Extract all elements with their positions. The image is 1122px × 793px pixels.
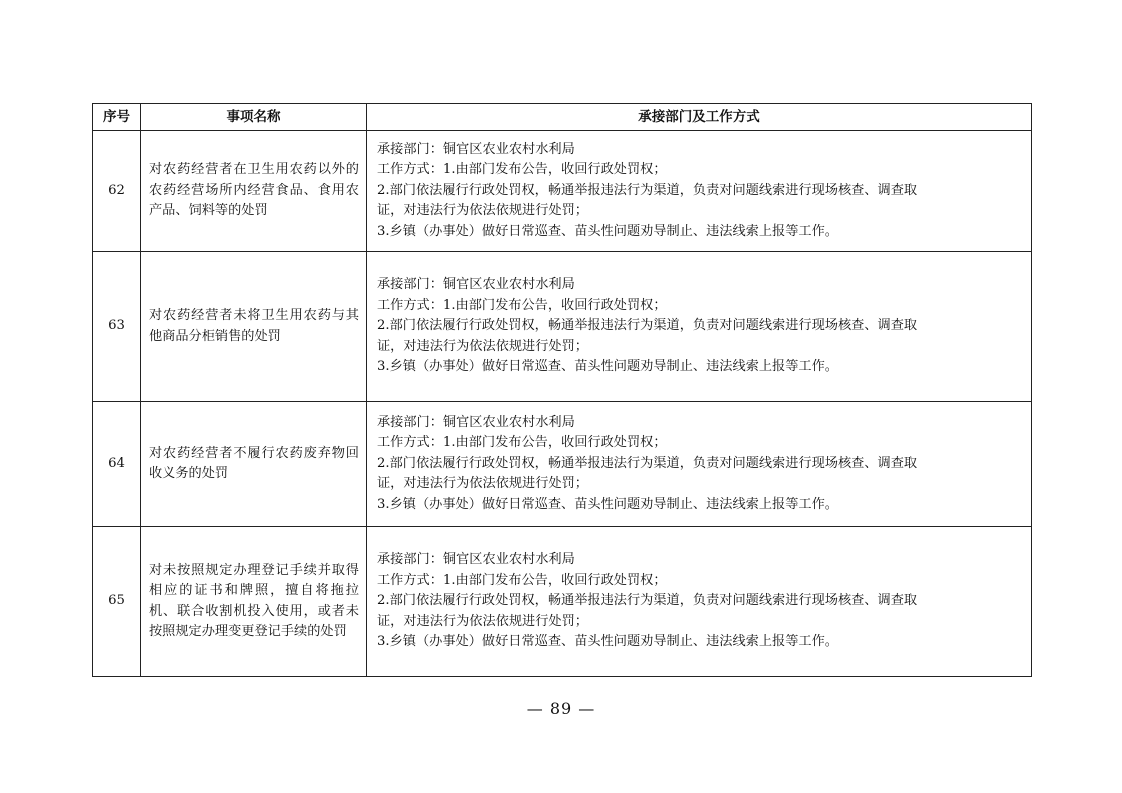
dept-line: 承接部门：铜官区农业农村水利局 [377, 277, 575, 293]
row-matter-name: 对农药经营者不履行农药废弃物回收义务的处罚 [141, 402, 367, 527]
method-line: 工作方式：1.由部门发布公告，收回行政处罚权； [377, 162, 667, 178]
method-line: 工作方式：1.由部门发布公告，收回行政处罚权； [377, 435, 667, 451]
header-name: 事项名称 [141, 104, 367, 131]
method-line: 工作方式：1.由部门发布公告，收回行政处罚权； [377, 572, 667, 588]
page-number: — 89 — [526, 699, 596, 718]
header-seq: 序号 [93, 104, 141, 131]
row-seq: 63 [93, 252, 141, 402]
method-line: 3.乡镇（办事处）做好日常巡查、苗头性问题劝导制止、违法线索上报等工作。 [377, 634, 838, 650]
method-line: 证，对违法行为依法依规进行处罚； [377, 613, 588, 629]
dept-line: 承接部门：铜官区农业农村水利局 [377, 414, 575, 430]
dept-line: 承接部门：铜官区农业农村水利局 [377, 552, 575, 568]
row-dept-method [367, 527, 1032, 677]
method-line: 证，对违法行为依法依规进行处罚； [377, 338, 588, 354]
table-row [93, 252, 1032, 402]
row-seq: 65 [93, 527, 141, 677]
row-seq: 64 [93, 402, 141, 527]
method-line: 2.部门依法履行行政处罚权，畅通举报违法行为渠道，负责对问题线索进行现场核查、调查取 [377, 182, 918, 198]
row-seq: 62 [93, 131, 141, 252]
row-dept-method [367, 252, 1032, 402]
row-matter-name: 对农药经营者未将卫生用农药与其他商品分柜销售的处罚 [141, 252, 367, 402]
method-line: 3.乡镇（办事处）做好日常巡查、苗头性问题劝导制止、违法线索上报等工作。 [377, 359, 838, 375]
table-row [93, 131, 1032, 252]
row-matter-name: 对农药经营者在卫生用农药以外的农药经营场所内经营食品、食用农产品、饲料等的处罚 [141, 131, 367, 252]
method-line: 3.乡镇（办事处）做好日常巡查、苗头性问题劝导制止、违法线索上报等工作。 [377, 223, 838, 239]
table-header-row [93, 104, 1032, 131]
method-line: 3.乡镇（办事处）做好日常巡查、苗头性问题劝导制止、违法线索上报等工作。 [377, 496, 838, 512]
table-row [93, 527, 1032, 677]
row-dept-method [367, 131, 1032, 252]
method-line: 2.部门依法履行行政处罚权，畅通举报违法行为渠道，负责对问题线索进行现场核查、调查取 [377, 593, 918, 609]
method-line: 2.部门依法履行行政处罚权，畅通举报违法行为渠道，负责对问题线索进行现场核查、调查取 [377, 455, 918, 471]
method-line: 证，对违法行为依法依规进行处罚； [377, 203, 588, 219]
method-line: 2.部门依法履行行政处罚权，畅通举报违法行为渠道，负责对问题线索进行现场核查、调查取 [377, 318, 918, 334]
method-line: 工作方式：1.由部门发布公告，收回行政处罚权； [377, 297, 667, 313]
row-dept-method [367, 402, 1032, 527]
document-sheet [92, 103, 1031, 677]
method-line: 证，对违法行为依法依规进行处罚； [377, 476, 588, 492]
matters-table [92, 103, 1032, 677]
row-matter-name: 对未按照规定办理登记手续并取得相应的证书和牌照，擅自将拖拉机、联合收割机投入使用，或者未按照规定办理变更登记手续的处罚 [141, 527, 367, 677]
dept-line: 承接部门：铜官区农业农村水利局 [377, 141, 575, 157]
header-dept: 承接部门及工作方式 [367, 104, 1032, 131]
table-row [93, 402, 1032, 527]
